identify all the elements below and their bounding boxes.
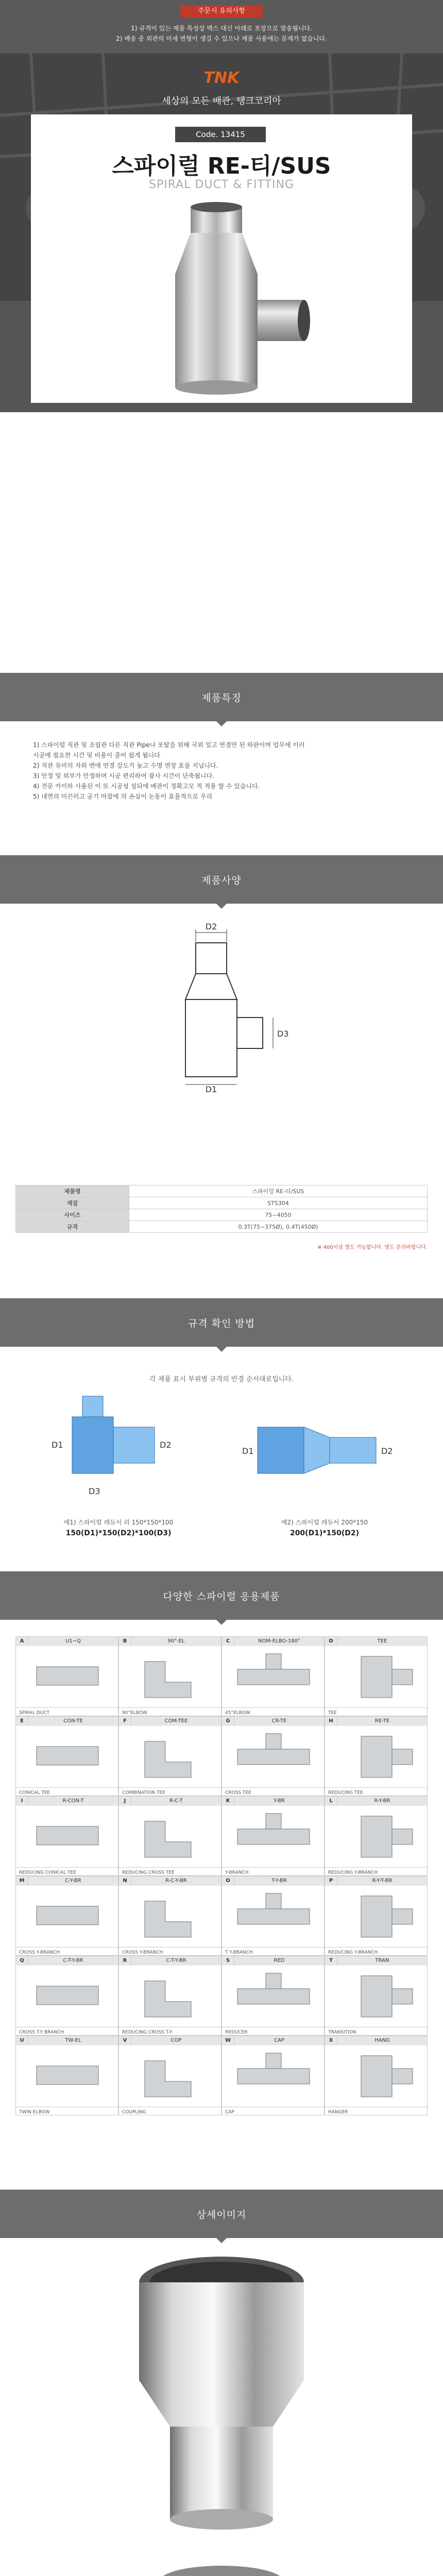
catalog-item-name: C-Y-BR [65,1878,81,1884]
catalog-item-subtitle: TRANSITION [325,2027,427,2037]
catalog-item-header [325,1797,427,1806]
catalog-item-name: T-Y-BR [271,1878,287,1884]
catalog-item-image [16,1646,118,1705]
catalog-item-code: H [325,1717,337,1726]
catalog-item-header [16,1717,118,1726]
example-1-d2-label: D2 [160,1440,172,1450]
catalog-item-code: G [222,1717,234,1726]
example-1-d1-label: D1 [52,1440,63,1450]
catalog-item-name: NOM-ELBO-180° [258,1638,300,1644]
spec-value: 75~4050 [129,1209,428,1221]
catalog-item-subtitle: TWIN ELBOW [16,2107,118,2117]
features-list [33,740,414,802]
catalog-item-subtitle: CROSS Y-BRANCH [119,1947,221,1957]
notice-title: 주문시 유의사항 [180,5,263,18]
catalog-item-code: J [119,1797,131,1806]
spec-header-text: 제품사양 [201,874,242,886]
catalog-item-image [325,1726,427,1785]
howto-example-2-diagram [237,1396,412,1499]
catalog-item-header [16,1876,118,1886]
catalog-item-subtitle: CROSS T-Y BRANCH [16,2027,118,2037]
catalog-item-header [119,1797,221,1806]
spec-label: 사이즈 [16,1209,129,1221]
catalog-item [325,1796,428,1876]
catalog-item-name: TEE [377,1638,387,1644]
catalog-item-subtitle: CROSS Y-BRANCH [16,1947,118,1957]
catalog-item-code: F [119,1717,131,1726]
catalog-item-header [16,2036,118,2045]
catalog-item-code: D [325,1637,337,1646]
catalog-item-subtitle: 45°ELBOW [222,1707,324,1718]
product-subtitle: SPIRAL DUCT & FITTING [148,178,295,191]
spec-label: 제품명 [16,1185,129,1197]
catalog-item-name: U1~Q [65,1638,81,1644]
example-2-d1-label: D1 [242,1446,254,1456]
catalog-item-code: T [325,1956,337,1965]
notice-section [0,0,443,54]
brand-slogan: 세상의 모든 배관, 탱크코리아 [162,96,281,107]
catalog-item-image [222,1886,324,1945]
catalog-item [222,1716,325,1796]
dim-d3-label: D3 [277,1029,289,1039]
catalog-item-image [119,1806,221,1865]
catalog-item-code: X [325,2036,337,2045]
catalog-item-code: A [16,1637,28,1646]
features-header-text: 제품특징 [201,692,242,704]
catalog-item-subtitle: REDUCING Y-BRANCH [325,1867,427,1877]
catalog-item-image [119,1965,221,2025]
catalog-item-header [222,2036,324,2045]
spec-header [0,855,443,904]
catalog-item-header [16,1797,118,1806]
catalog-item-header [222,1876,324,1886]
catalog-item-image [325,1806,427,1865]
catalog-item-subtitle: COUPLING [119,2107,221,2117]
catalog-item [222,1956,325,2036]
catalog-item-subtitle: T Y-BRANCH [222,1947,324,1957]
product-title: 스파이럴 RE-티/SUS [112,153,331,179]
features-line: 3) 안정 및 외부가 안정하며 시공 편리하여 광사 시간이 단축됩니다. [33,772,214,779]
catalog-item-image [16,1965,118,2025]
catalog-item [118,1956,222,2036]
catalog-item-header [222,1797,324,1806]
brand-logo: TNK [203,69,240,87]
catalog-item-name: RED [274,1958,285,1963]
spec-value: 0.3T(75~375Ø), 0.4T(450Ø) [129,1221,428,1233]
features-line: 4) 전문 카이하 사용된 이 또 시공성 섬되에 배관이 정확고모 적 적용 할 수 있습니다. [33,783,260,790]
catalog-item-subtitle: REDUCING CROSS T-Y [119,2027,221,2037]
catalog-item [15,1716,118,1796]
catalog-item-header [119,1717,221,1726]
catalog-item-name: 90°-EL [167,1638,185,1644]
catalog-item-name: COP [171,2038,182,2043]
spec-label: 재질 [16,1197,129,1209]
catalog-item [118,1876,222,1956]
catalog-item-subtitle: REDUCING TEE [325,1787,427,1798]
catalog-item-image [119,1646,221,1705]
catalog-item-name: COM-TEE [164,1718,188,1724]
example-1-d3-label: D3 [89,1486,100,1496]
product-code-badge: Code. 13415 [175,127,266,142]
spec-label: 규격 [16,1221,129,1233]
catalog-item-subtitle: TEE [325,1707,427,1718]
catalog-item-name: TRAN [375,1958,389,1963]
features-line: 5) 내면의 미끈러고 공기 마찰에 의 손실이 논동이 효율적으로 우리 [33,793,213,800]
catalog-item-subtitle: SPIRAL DUCT [16,1707,118,1718]
catalog-item-code: M [16,1876,28,1886]
catalog-item-name: Y-BR [274,1798,285,1804]
catalog-item [222,1876,325,1956]
catalog-item [325,1956,428,2036]
hero-panel [31,114,412,403]
table-row [16,1209,428,1221]
features-line: 1) 스파이럴 직관 및 조립관 다른 직관 Pipe나 포탈을 위해 국외 일고 연결만 된 하판이며 업무에 이러 [33,741,305,749]
catalog-grid [15,1636,428,2115]
product-image [31,202,412,403]
catalog-item-code: I [16,1797,28,1806]
catalog-item-name: C-T-Y-BR [63,1958,83,1963]
catalog-item [15,1636,118,1716]
catalog-item-image [325,1965,427,2025]
dim-d1-label: D1 [205,1084,217,1092]
catalog-item-image [16,1726,118,1785]
catalog-item-image [222,1965,324,2025]
catalog-item-header [325,1876,427,1886]
catalog-item-name: TW-EL [65,2038,81,2043]
catalog-item-subtitle: COMBINATION TEE [119,1787,221,1798]
catalog-item-code: R [119,1956,131,1965]
detail-image [67,2251,376,2576]
catalog-item-code: B [119,1637,131,1646]
dim-d2-label: D2 [205,922,217,931]
table-row [16,1185,428,1197]
catalog-item-header [119,1637,221,1646]
table-row [16,1221,428,1233]
catalog-item [118,1796,222,1876]
catalog-item-subtitle: REDUCER [222,2027,324,2037]
catalog-item-code: U [16,2036,28,2045]
catalog-item-header [325,1717,427,1726]
catalog-item-header [325,1637,427,1646]
example-1-size: 150(D1)*150(D2)*100(D3) [65,1529,172,1537]
catalog-item-name: CON-TE [63,1718,83,1724]
catalog-item-code: Q [16,1956,28,1965]
catalog-item [118,2036,222,2115]
catalog-item [15,1796,118,1876]
table-row [16,1197,428,1209]
catalog-item-code: L [325,1797,337,1806]
catalog-item-subtitle: REDUCING Y-BRANCH [325,1947,427,1957]
howto-desc: 각 제품 표시 부위별 규격의 반경 순서대로입니다. [149,1376,294,1383]
features-line: 2) 직관 유비의 자외 변에 연결 강도가 높고 수명 연장 효를 지닙니다. [33,762,218,769]
notice-line-2: 2) 배송 중 외관의 미세 변형이 생길 수 있으나 제품 사용에는 문제가 없습니다. [116,35,327,42]
catalog-item-image [222,1806,324,1865]
catalog-item [222,1636,325,1716]
detail-header-text: 상세이미지 [196,2209,247,2221]
catalog-item-subtitle: Y-BRANCH [222,1867,324,1877]
catalog-item-image [119,1726,221,1785]
catalog-item-image [325,1886,427,1945]
detail-header [0,2190,443,2238]
catalog-item-subtitle: CROSS TEE [222,1787,324,1798]
catalog-item [15,1876,118,1956]
catalog-item-subtitle: REDUCING CONICAL TEE [16,1867,118,1877]
catalog-item-header [16,1637,118,1646]
catalog-item-header [325,2036,427,2045]
catalog-item [118,1636,222,1716]
example-2-title: 예2) 스파이럴 레듀서 200*150 [281,1519,368,1526]
catalog-item-image [222,1726,324,1785]
howto-example-1-diagram [31,1391,206,1504]
spec-table [15,1185,428,1233]
catalog-item-image [16,1886,118,1945]
catalog-item-header [222,1717,324,1726]
catalog-item [325,1716,428,1796]
catalog-item-image [222,2045,324,2105]
catalog-item-subtitle: CONICAL TEE [16,1787,118,1798]
catalog-item-name: R-C-Y-BR [165,1878,187,1884]
catalog-item-name: C-T-Y-BR [166,1958,186,1963]
catalog-header-text: 다양한 스파이럴 응용제품 [163,1590,280,1602]
catalog-item-header [16,1956,118,1965]
catalog-item-code: V [119,2036,131,2045]
spec-value: 스파이럴 RE-티/SUS [129,1185,428,1197]
catalog-item-code: P [325,1876,337,1886]
catalog-item-name: R-CON-T [62,1798,84,1804]
catalog-item-code: C [222,1637,234,1646]
catalog-item [325,1876,428,1956]
howto-header-text: 규격 확인 방법 [188,1317,255,1329]
spec-value: STS304 [129,1197,428,1209]
catalog-item-name: CAP [274,2038,284,2043]
catalog-item [325,2036,428,2115]
hero-section [0,54,443,412]
catalog-item-subtitle: HANGER [325,2107,427,2117]
catalog-item-subtitle: 90°ELBOW [119,1707,221,1718]
catalog-item-name: CR-TE [271,1718,287,1724]
catalog-item-name: R-Y-T-BR [372,1878,393,1884]
catalog-item-header [325,1956,427,1965]
catalog-item-header [119,1956,221,1965]
example-2-d2-label: D2 [381,1446,393,1456]
catalog-header [0,1571,443,1620]
catalog-item-name: HANG [374,2038,390,2043]
catalog-item-image [119,1886,221,1945]
catalog-item-header [222,1637,324,1646]
catalog-item-code: E [16,1717,28,1726]
catalog-item-image [325,2045,427,2105]
catalog-item-subtitle: CAP [222,2107,324,2117]
catalog-item-name: R-C-T [169,1798,183,1804]
catalog-item-image [119,2045,221,2105]
catalog-item [222,1796,325,1876]
catalog-item-code: N [119,1876,131,1886]
features-header [0,673,443,721]
catalog-item-image [16,2045,118,2105]
catalog-item [118,1716,222,1796]
catalog-item-code: K [222,1797,234,1806]
example-2-size: 200(D1)*150(D2) [289,1529,360,1537]
catalog-item-code: O [222,1876,234,1886]
catalog-item-subtitle: REDUCING CROSS TEE [119,1867,221,1877]
catalog-item-code: S [222,1956,234,1965]
spec-note: ※ 400이상 별도 가능합니다. 별도 문의바랍니다. [317,1245,428,1250]
catalog-item-header [119,2036,221,2045]
catalog-item-image [222,1646,324,1705]
catalog-item-code: W [222,2036,234,2045]
spec-diagram [118,922,325,1092]
catalog-item-header [222,1956,324,1965]
catalog-item [15,2036,118,2115]
catalog-item-image [16,1806,118,1865]
catalog-item [15,1956,118,2036]
catalog-item-name: RE-TE [374,1718,390,1724]
howto-header [0,1298,443,1347]
catalog-item-name: R-Y-BR [374,1798,390,1804]
catalog-item-image [325,1646,427,1705]
catalog-item [222,2036,325,2115]
features-line: 시공에 필요한 시간 및 비용이 줄어 쉽게 됩니다 [33,752,160,759]
example-1-title: 예1) 스파이럴 레듀서 리 150*150*100 [63,1519,174,1526]
notice-line-1: 1) 규격이 있는 제품 특성상 백스 대신 아래로 포장으로 발송됩니다. [131,25,312,32]
catalog-item [325,1636,428,1716]
catalog-item-header [119,1876,221,1886]
